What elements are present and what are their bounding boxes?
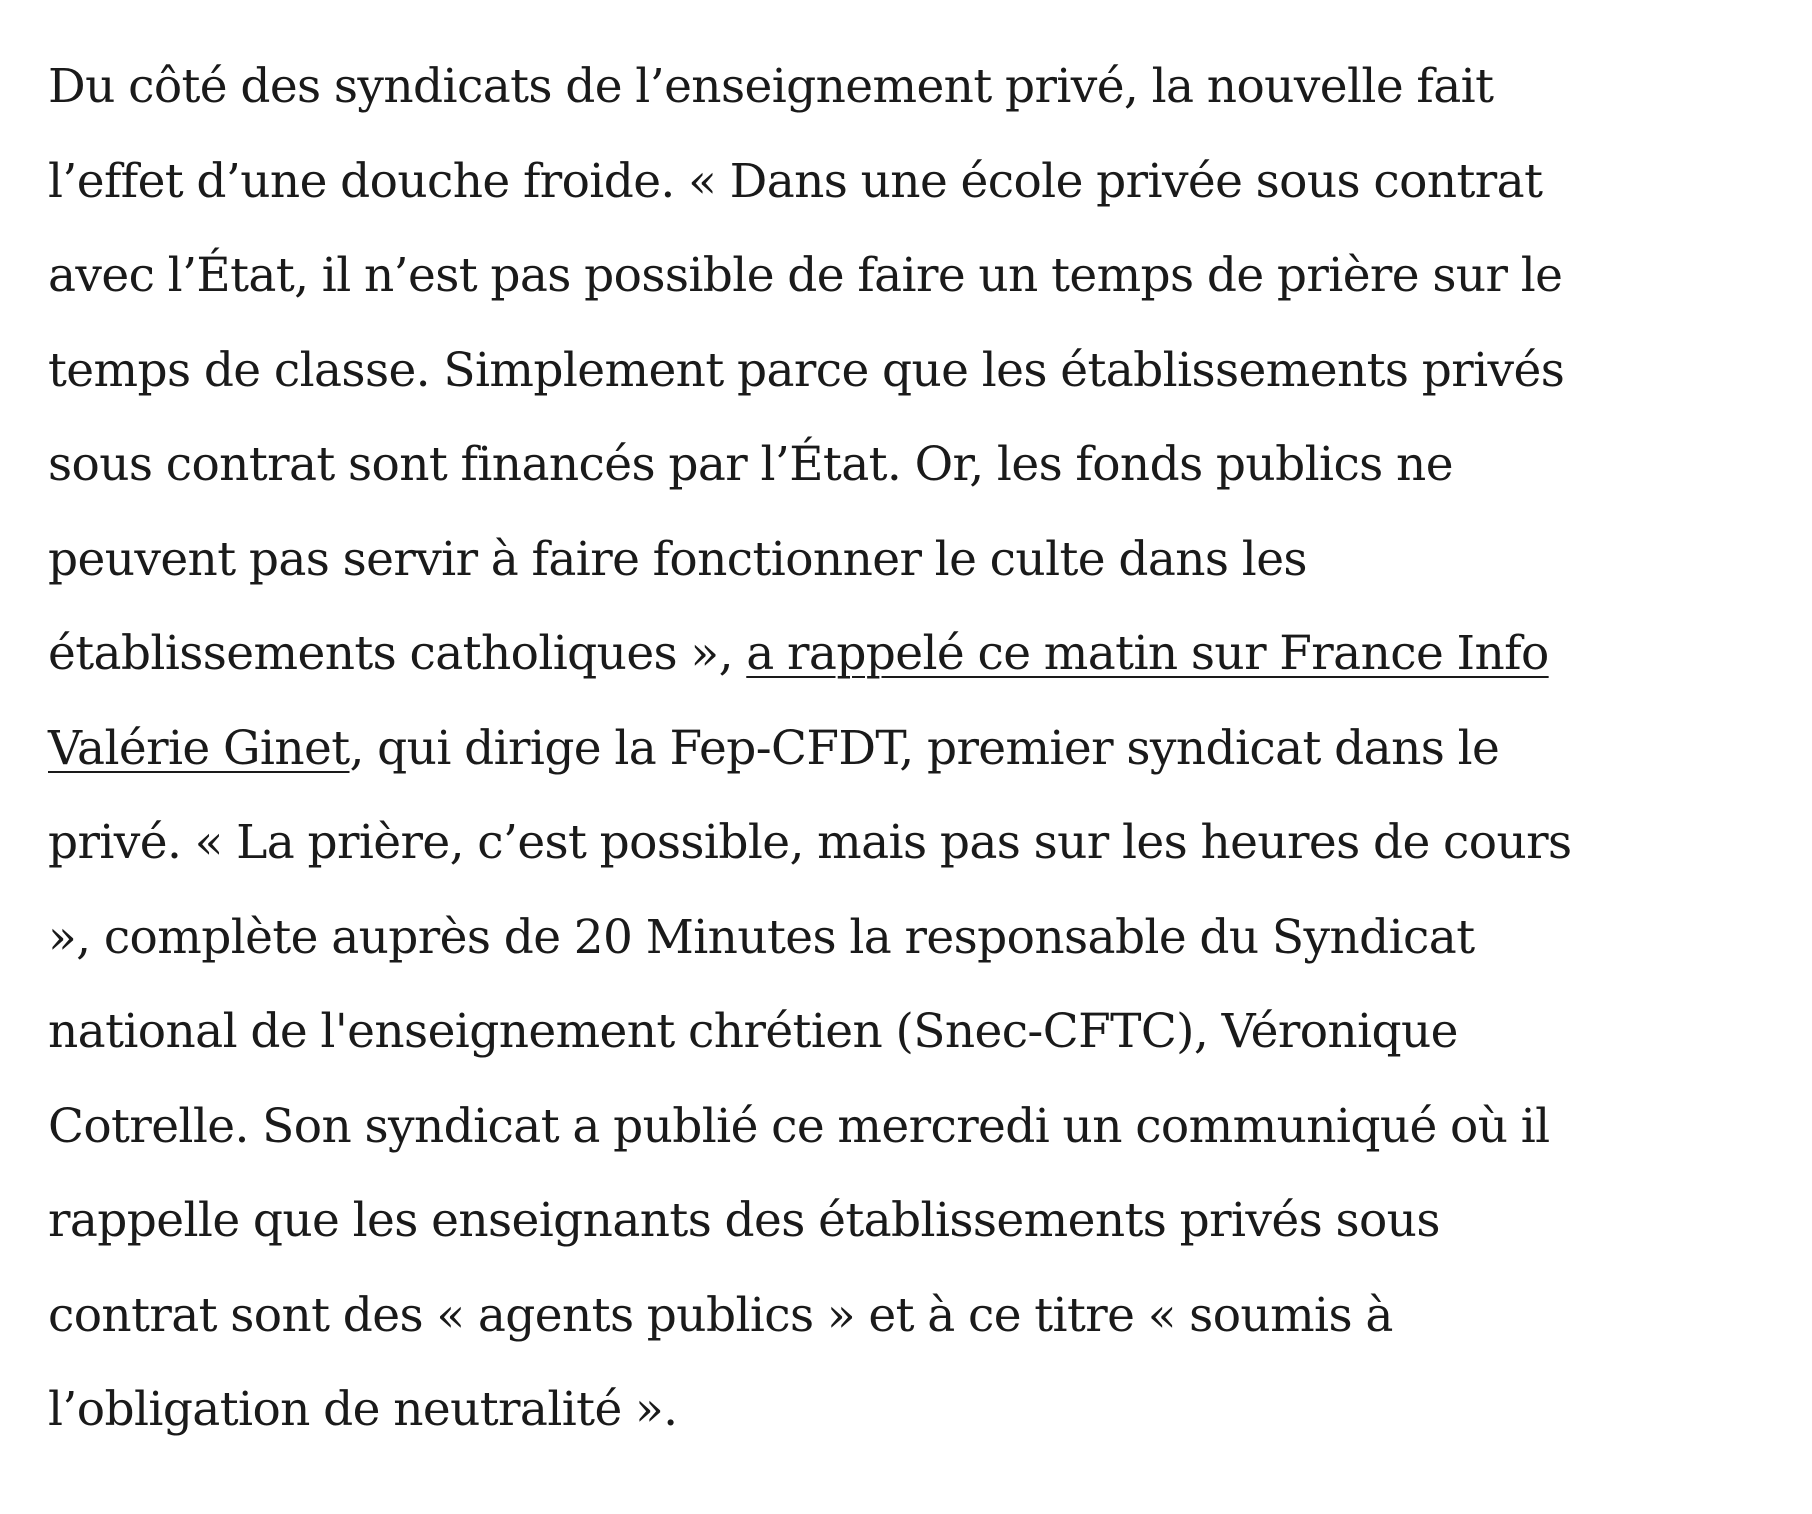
text-line-12: Cotrelle. Son syndicat a publié ce mercredi un communiqué où il — [48, 1098, 1550, 1154]
article-paragraph — [48, 40, 1778, 1458]
text-line-9: privé. « La prière, c’est possible, mais pas sur les heures de cours — [48, 815, 1572, 870]
text-line-2: l’effet d’une douche froide. « Dans une école privée sous contrat — [48, 153, 1543, 209]
france-info-link-part-1[interactable]: a rappelé ce matin sur France Info — [746, 626, 1549, 681]
text-line-10: », complète auprès de 20 Minutes la responsable du Syndicat — [48, 909, 1475, 965]
text-line-14: contrat sont des « agents publics » et à ce titre « soumis à — [48, 1287, 1393, 1343]
text-line-13: rappelle que les enseignants des établissements privés sous — [48, 1193, 1440, 1248]
text-line-8-end: , qui dirige la Fep-CFDT, premier syndicat dans le — [349, 720, 1500, 776]
france-info-link-part-2[interactable]: Valérie Ginet — [48, 720, 350, 776]
text-line-1: Du côté des syndicats de l’enseignement privé, la nouvelle fait — [48, 59, 1494, 114]
article-body — [48, 40, 1778, 1458]
text-line-15: l’obligation de neutralité ». — [48, 1382, 678, 1437]
text-line-7-start: établissements catholiques », — [48, 626, 747, 681]
text-line-3: avec l’État, il n’est pas possible de faire un temps de prière sur le — [48, 248, 1563, 303]
text-line-11: national de l'enseignement chrétien (Snec-CFTC), Véronique — [48, 1004, 1458, 1059]
text-line-7 — [48, 607, 1778, 702]
text-line-5: sous contrat sont financés par l’État. Or, les fonds publics ne — [48, 437, 1453, 492]
text-line-8 — [48, 702, 1778, 797]
text-line-6: peuvent pas servir à faire fonctionner le culte dans les — [48, 531, 1307, 587]
text-line-4: temps de classe. Simplement parce que les établissements privés — [48, 342, 1565, 398]
